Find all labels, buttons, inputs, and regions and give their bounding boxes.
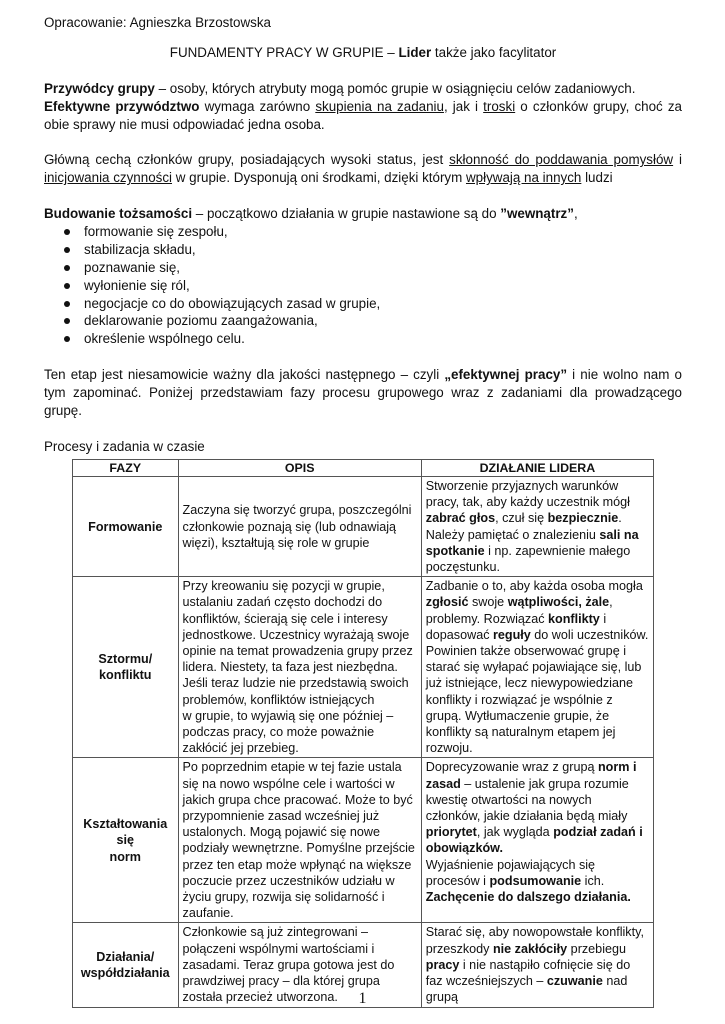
phase-description: Członkowie są już zintegrowani – połączeni wspólnymi wartościami i zasadami. Teraz grupa gotowa jest do prawdziwej pracy – dla której grupa została przecież utworzona. — [178, 923, 421, 1007]
list-item: deklarowanie poziomu zaangażowania, — [84, 312, 682, 330]
list-item: wyłonienie się ról, — [84, 277, 682, 295]
header-description: OPIS — [178, 460, 421, 477]
leader-action: Starać się, aby nowopowstałe konflikty, przeszkody nie zakłóciły przebiegu pracy i nie nastąpiło cofnięcie się do faz wcześniejszych – czuwanie nad grupą — [421, 923, 653, 1007]
phase-description: Po poprzednim etapie w tej fazie ustala się na nowo wspólne cele i wartości w jakich grupa chce pracować. Może to być przypomnienie zasad wcześniej już ustalonych. Mogą pojawić się nowe podziały wewnętrzne. Pomyślne przejście przez ten etap może wpłynąć na większe poczucie przez uczestników udziału w życiu grupy, rozwija się solidarność i zaufanie. — [178, 758, 421, 923]
header-leader-action: DZIAŁANIE LIDERA — [421, 460, 653, 477]
phase-name: Kształtowania się norm — [73, 758, 179, 923]
table-header-row — [73, 460, 654, 477]
phases-table — [72, 459, 654, 1008]
leader-action: Doprecyzowanie wraz z grupą norm i zasad – ustalenie jak grupa rozumie kwestię otwartości na nowych członków, jakie działania będą miały priorytet, jak wygląda podział zadań i obowiązków. Wyjaśnienie pojawiających się procesów i podsumowanie ich. Zachęcenie do dalszego działania. — [421, 758, 653, 923]
phase-name: Działania/ współdziałania — [73, 923, 179, 1007]
document-page — [44, 14, 682, 456]
paragraph-effective-work: Ten etap jest niesamowicie ważny dla jakości następnego – czyli „efektywnej pracy” i nie wolno nam o tym zapominać. Poniżej przedstawiam fazy procesu grupowego wraz z zadaniami dla prowadzącego grupę. — [44, 367, 682, 418]
paragraph-status: Główną cechą członków grupy, posiadających wysoki status, jest skłonność do poddawania pomysłów i inicjowania czynności w grupie. Dysponują oni środkami, dzięki którym wpływają na innych ludzi — [44, 152, 682, 186]
header-phases: FAZY — [73, 460, 179, 477]
phase-name: Sztormu/ konfliktu — [73, 577, 179, 758]
list-item: formowanie się zespołu, — [84, 223, 682, 241]
phase-description: Zaczyna się tworzyć grupa, poszczególni członkowie poznają się (lub odnawiają więzi), kształtują się role w grupie — [178, 477, 421, 577]
document-title: FUNDAMENTY PRACY W GRUPIE – Lider także jako facylitator — [169, 44, 557, 60]
phase-name: Formowanie — [73, 477, 179, 577]
table-row — [73, 577, 654, 758]
table-row — [73, 477, 654, 577]
section-label: Procesy i zadania w czasie — [44, 438, 205, 454]
identity-bullet-list — [44, 223, 682, 348]
list-item: negocjacje co do obowiązujących zasad w grupie, — [84, 295, 682, 313]
table-row — [73, 758, 654, 923]
list-item: poznawanie się, — [84, 259, 682, 277]
title-bold-word: Lider — [398, 44, 432, 60]
list-item: określenie wspólnego celu. — [84, 330, 682, 348]
page-number: 1 — [358, 990, 367, 1007]
paragraph-identity: Budowanie tożsamości – początkowo działania w grupie nastawione są do ”wewnątrz”, — [44, 206, 578, 222]
phase-description: Przy kreowaniu się pozycji w grupie, ustalaniu zadań często dochodzi do konfliktów, ścierają się cele i interesy jednostkowe. Uczestnicy wyrażają swoje opinie na temat prowadzenia grupy przez lidera. Niestety, ta faza jest niezbędna. Jeśli teraz ludzie nie przedstawią swoich problemów, konfliktów istniejących w grupie, to wyjawią się one później – podczas pracy, co może poważnie zakłócić jej przebieg. — [178, 577, 421, 758]
list-item: stabilizacja składu, — [84, 241, 682, 259]
leader-action: Stworzenie przyjaznych warunków pracy, tak, aby każdy uczestnik mógł zabrać głos, czuł się bezpiecznie. Należy pamiętać o znalezieniu sali na spotkanie i np. zapewnienie małego poczęstunku. — [421, 477, 653, 577]
author-line: Opracowanie: Agnieszka Brzostowska — [44, 15, 272, 30]
leader-action: Zadbanie o to, aby każda osoba mogła zgłosić swoje wątpliwości, żale, problemy. Rozwiązać konflikty i dopasować reguły do woli uczestników. Powinien także obserwować grupę i starać się wyłapać pojawiające się, lub już istniejące, lecz niewypowiedziane konflikty i rozwiązać je wspólnie z grupą. Wytłumaczenie grupie, że konflikty są naturalnym etapem jej rozwoju. — [421, 577, 653, 758]
paragraph-leaders: Przywódcy grupy – osoby, których atrybuty mogą pomóc grupie w osiągnięciu celów zadaniowych. Efektywne przywództwo wymaga zarówno skupienia na zadaniu, jak i troski o członków grupy, choć za obie sprawy nie musi odpowiadać jedna osoba. — [44, 80, 682, 132]
